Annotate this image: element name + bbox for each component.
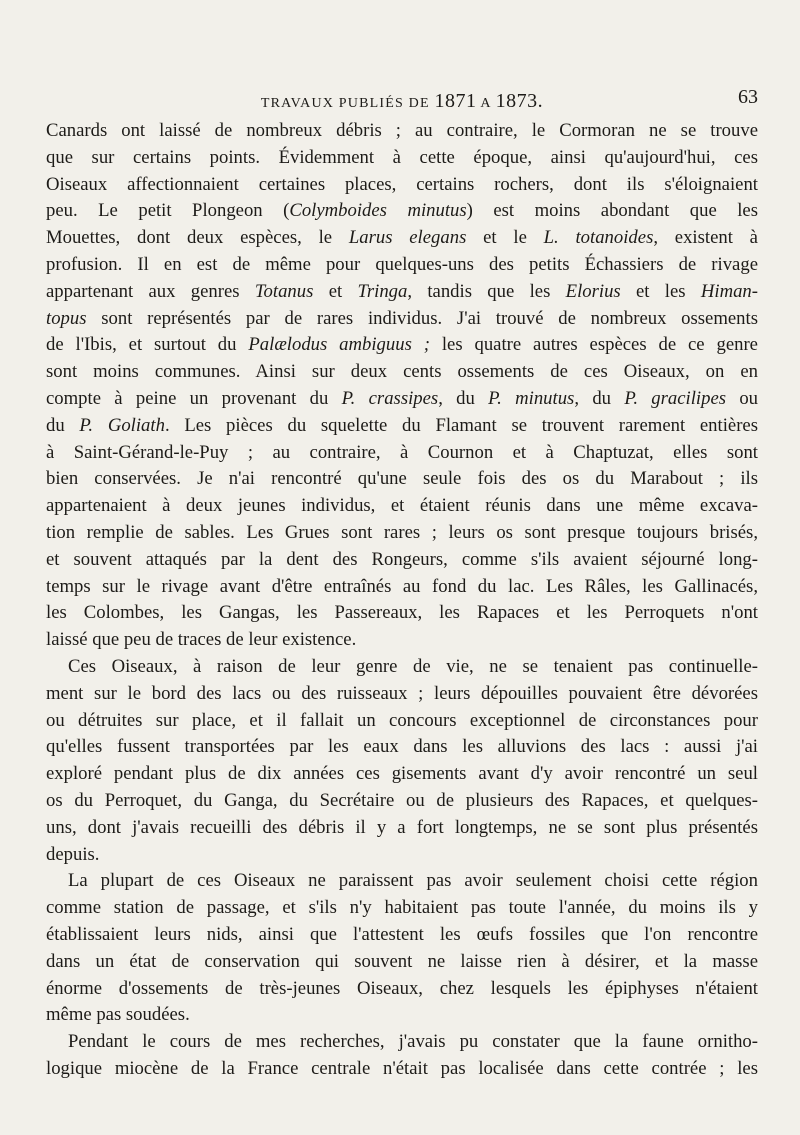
text-run: sont moins communes. Ainsi sur deux cents ossements de ces Oiseaux, on en	[46, 361, 758, 383]
text-run: énorme d'ossements de très-jeunes Oiseaux, chez lesquels les épiphyses n'étaient	[46, 977, 758, 999]
text-run: laissé que peu de traces de leur existence.	[46, 629, 357, 651]
italic-term: Himan-	[700, 280, 758, 302]
text-run: . Les pièces du squelette du Flamant se trouvent rarement entières	[164, 414, 758, 436]
italic-term: topus	[46, 307, 87, 329]
text-line	[46, 225, 758, 252]
paragraph	[46, 654, 758, 868]
text-line	[46, 1029, 758, 1056]
text-line	[46, 547, 758, 574]
text-line	[46, 306, 758, 333]
text-line	[46, 600, 758, 627]
text-run: depuis.	[46, 843, 100, 865]
text-line	[46, 708, 758, 735]
body-text	[46, 118, 758, 1083]
year-start: 1871	[434, 90, 477, 112]
text-run: temps sur le rivage avant d'être entraînés au fond du lac. Les Râles, les Gallinacés,	[46, 575, 758, 597]
italic-term: P. Goliath	[79, 414, 165, 436]
title-middle: A	[476, 96, 496, 111]
text-run: et le	[466, 227, 544, 249]
italic-term: Totanus	[254, 280, 314, 302]
text-line	[46, 172, 758, 199]
text-line	[46, 359, 758, 386]
italic-term: Elorius	[565, 280, 621, 302]
italic-term: L. totanoides	[543, 227, 654, 249]
text-run: tion remplie de sables. Les Grues sont rares ; leurs os sont presque toujours brisés,	[46, 521, 758, 543]
text-run: , du	[574, 387, 625, 409]
text-line	[46, 413, 758, 440]
text-run: appartenaient à deux jeunes individus, et étaient réunis dans une même excava-	[46, 495, 758, 517]
text-run: Ces Oiseaux, à raison de leur genre de vie, ne se tenaient pas continuelle-	[68, 655, 758, 677]
text-run: et	[313, 280, 358, 302]
italic-term: Tringa	[357, 280, 408, 302]
text-run: qu'elles fussent transportées par les eaux dans les alluvions des lacs : aussi j'ai	[46, 736, 758, 758]
text-line	[46, 440, 758, 467]
text-run: ment sur le bord des lacs ou des ruisseaux ; leurs dépouilles pouvaient être dévorées	[46, 682, 758, 704]
text-line	[46, 279, 758, 306]
text-line	[46, 842, 758, 869]
italic-term: Palælodus ambiguus ;	[248, 334, 430, 356]
text-run: uns, dont j'avais recueilli des débris il y a fort longtemps, ne se sont plus présentés	[46, 816, 758, 838]
text-line	[46, 949, 758, 976]
text-run: dans un état de conservation qui souvent ne laisse rien à désirer, et la masse	[46, 950, 758, 972]
italic-term: Larus elegans	[348, 227, 467, 249]
running-header	[46, 86, 758, 116]
text-run: les Colombes, les Gangas, les Passereaux, les Rapaces et les Perroquets n'ont	[46, 602, 758, 624]
text-line	[46, 895, 758, 922]
text-run: les quatre autres espèces de ce genre	[429, 334, 758, 356]
text-line	[46, 681, 758, 708]
text-line	[46, 198, 758, 225]
text-line	[46, 654, 758, 681]
text-line	[46, 734, 758, 761]
text-run: ) est moins abondant que les	[466, 200, 758, 222]
text-run: comme station de passage, et s'ils n'y habitaient pas toute l'année, du moins ils y	[46, 897, 758, 919]
year-end: 1873.	[495, 90, 544, 112]
text-run: appartenant aux genres	[46, 280, 255, 302]
text-run: bien conservées. Je n'ai rencontré qu'une seule fois des os du Marabout ; ils	[46, 468, 758, 490]
paragraph	[46, 118, 758, 654]
page-number: 63	[738, 86, 758, 108]
text-line	[46, 761, 758, 788]
text-run: Canards ont laissé de nombreux débris ; au contraire, le Cormoran ne se trouve	[46, 120, 758, 141]
text-run: compte à peine un provenant du	[46, 387, 342, 409]
text-run: ou détruites sur place, et il fallait un concours exceptionnel de circonstances pour	[46, 709, 758, 731]
text-line	[46, 1056, 758, 1083]
text-line	[46, 574, 758, 601]
text-line	[46, 1002, 758, 1029]
text-line	[46, 868, 758, 895]
text-run: , existent à	[653, 227, 758, 249]
text-run: de l'Ibis, et surtout du	[46, 334, 249, 356]
text-run: , du	[438, 387, 489, 409]
text-line	[46, 627, 758, 654]
text-line	[46, 252, 758, 279]
text-line	[46, 145, 758, 172]
text-run: peu. Le petit Plongeon (	[46, 200, 290, 222]
italic-term: P. crassipes	[341, 387, 439, 409]
text-run: établissaient leurs nids, ainsi que l'attestent les œufs fossiles que l'on rencontre	[46, 923, 758, 945]
text-run: et les	[620, 280, 701, 302]
text-run: exploré pendant plus de dix années ces gisements avant d'y avoir rencontré un seul	[46, 763, 758, 785]
text-line	[46, 922, 758, 949]
text-line	[46, 118, 758, 145]
italic-term: P. minutus	[488, 387, 575, 409]
text-line	[46, 788, 758, 815]
text-line	[46, 815, 758, 842]
text-run: à Saint-Gérand-le-Puy ; au contraire, à Cournon et à Chaptuzat, elles sont	[46, 441, 758, 463]
italic-term: P. gracilipes	[624, 387, 727, 409]
text-run: du	[46, 414, 80, 436]
text-run: Oiseaux affectionnaient certaines places, certains rochers, dont ils s'éloignaient	[46, 173, 758, 195]
text-line	[46, 466, 758, 493]
text-run: logique miocène de la France centrale n'était pas localisée dans cette contrée ; les	[46, 1057, 758, 1079]
italic-term: Colymboides minutus	[289, 200, 467, 222]
paragraph	[46, 868, 758, 1029]
text-line	[46, 520, 758, 547]
text-run: Mouettes, dont deux espèces, le	[46, 227, 349, 249]
text-run: La plupart de ces Oiseaux ne paraissent pas avoir seulement choisi cette région	[68, 870, 758, 892]
text-line	[46, 386, 758, 413]
text-run: et souvent attaqués par la dent des Rongeurs, comme s'ils avaient séjourné long-	[46, 548, 758, 570]
running-title	[46, 90, 758, 113]
text-run: Pendant le cours de mes recherches, j'avais pu constater que la faune ornitho-	[68, 1031, 758, 1053]
text-line	[46, 976, 758, 1003]
text-run: que sur certains points. Évidemment à cette époque, ainsi qu'aujourd'hui, ces	[46, 146, 758, 168]
paragraph	[46, 1029, 758, 1083]
text-run: profusion. Il en est de même pour quelques-uns des petits Échassiers de rivage	[46, 253, 758, 275]
text-run: , tandis que les	[407, 280, 566, 302]
title-prefix: TRAVAUX PUBLIÉS DE	[260, 96, 435, 111]
text-run: ou	[726, 387, 758, 409]
text-line	[46, 332, 758, 359]
text-run: même pas soudées.	[46, 1004, 190, 1026]
text-line	[46, 493, 758, 520]
text-run: sont représentés par de rares individus. J'ai trouvé de nombreux ossements	[86, 307, 758, 329]
text-run: os du Perroquet, du Ganga, du Secrétaire ou de plusieurs des Rapaces, et quelques-	[46, 789, 758, 811]
